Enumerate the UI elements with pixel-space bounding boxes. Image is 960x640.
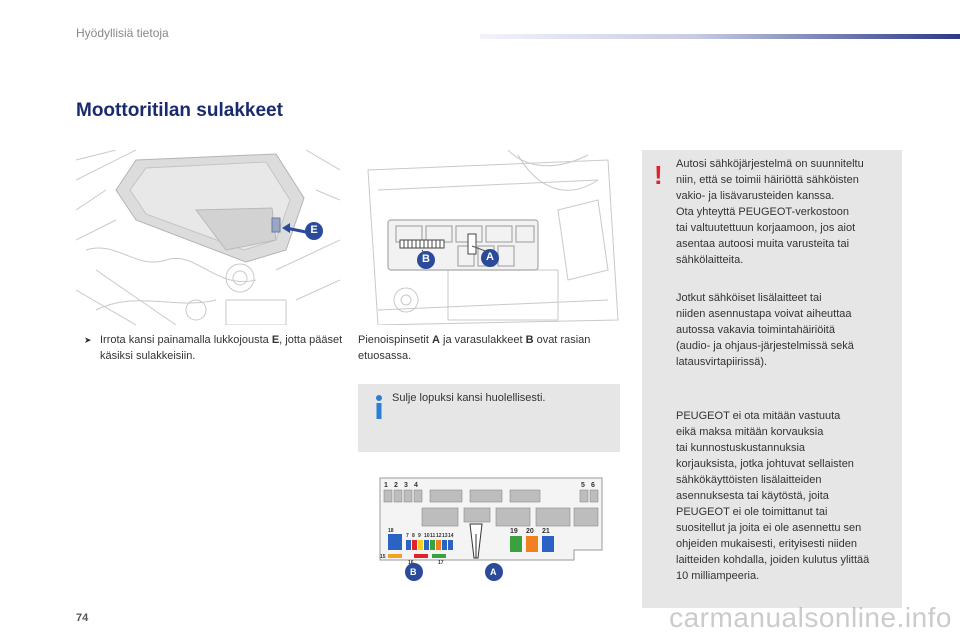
warning-paragraph-3: PEUGEOT ei ota mitään vastuuta eikä maksa mitään korvauksia tai kunnostuskustannuksia korjauksista, jotka johtuvat sellaisten sähkökäyttöisten lisälaitteiden asennuksesta tai käytöstä, joita PEUGEOT ei ole toimittanut tai suositellut ja joita ei ole asennettu sen ohjeiden mukaisesti, erityisesti niiden laitteiden kohdalla, joiden kulutus ylittää 10 milliampeeria. <box>676 410 870 582</box>
fuse-label: 3 <box>404 482 408 489</box>
fuse-label: 20 <box>526 528 534 535</box>
header-gradient-bar <box>480 34 960 39</box>
fuse-label: 18 <box>388 528 394 534</box>
fuse-label: 2 <box>394 482 398 489</box>
fuse-label: 4 <box>414 482 418 489</box>
warning-paragraph-1: Autosi sähköjärjestelmä on suunniteltu niin, että se toimii häiriöttä sähköisten vakio- ja lisävarusteiden kanssa. Ota yhteyttä PEUGEOT-verkostoon tai valtuutettuun korjaamoon, jos aiot asentaa autoosi muita varusteita tai sähkölaitteita. <box>676 158 864 266</box>
fuse-label: 19 <box>510 528 518 535</box>
fuse-label: 9 <box>418 533 421 539</box>
fuse-label: 1 <box>384 482 388 489</box>
fuse-label: 14 <box>448 533 454 539</box>
fuse-label: 15 <box>380 554 386 560</box>
fuse-label: 10 <box>424 533 430 539</box>
fusebox-illustration <box>358 150 622 325</box>
warning-paragraph-2: Jotkut sähköiset lisälaitteet tai niiden asennustapa voivat aiheuttaa autossa vakavia toimintahäiriöitä (audio- ja ohjaus-järjestelmissä sekä latausvirtapiirissä). <box>676 292 854 368</box>
fuse-label: 12 <box>436 533 442 539</box>
badge-e: E <box>310 224 318 236</box>
fuse-label: 16 <box>408 560 414 566</box>
instruction-text: Irrota kansi painamalla lukkojousta E, jotta pääset käsiksi sulakkeisiin. <box>100 334 343 362</box>
fuse-label: 11 <box>430 533 436 539</box>
badge-a: A <box>490 567 497 577</box>
fuse-label: 6 <box>591 482 595 489</box>
instruction-bullet <box>84 332 354 364</box>
fuse-label: 7 <box>406 533 409 539</box>
fuse-layout-diagram <box>374 474 608 582</box>
fuse-label: 17 <box>438 560 444 566</box>
info-box <box>358 384 620 452</box>
fuse-label: 13 <box>442 533 448 539</box>
fusebox-caption: Pienoispinsetit A ja varasulakkeet B ovat rasian etuosassa. <box>358 334 591 362</box>
warning-box <box>642 150 902 608</box>
badge-a: A <box>486 251 494 263</box>
bullet-icon: ➤ <box>84 335 92 345</box>
watermark: carmanualsonline.info <box>669 602 952 633</box>
info-icon <box>372 394 386 420</box>
exclamation-icon: ! <box>654 160 663 190</box>
fuse-label: 8 <box>412 533 415 539</box>
info-text: Sulje lopuksi kansi huolellisesti. <box>392 392 546 404</box>
fuse-label: 21 <box>542 528 550 535</box>
badge-b: B <box>422 253 430 265</box>
engine-cover-illustration <box>76 150 340 325</box>
page-title: Moottoritilan sulakkeet <box>76 100 283 121</box>
badge-b: B <box>410 567 417 577</box>
page-number: 74 <box>76 612 89 624</box>
fuse-label: 5 <box>581 482 585 489</box>
section-title: Hyödyllisiä tietoja <box>76 26 169 40</box>
